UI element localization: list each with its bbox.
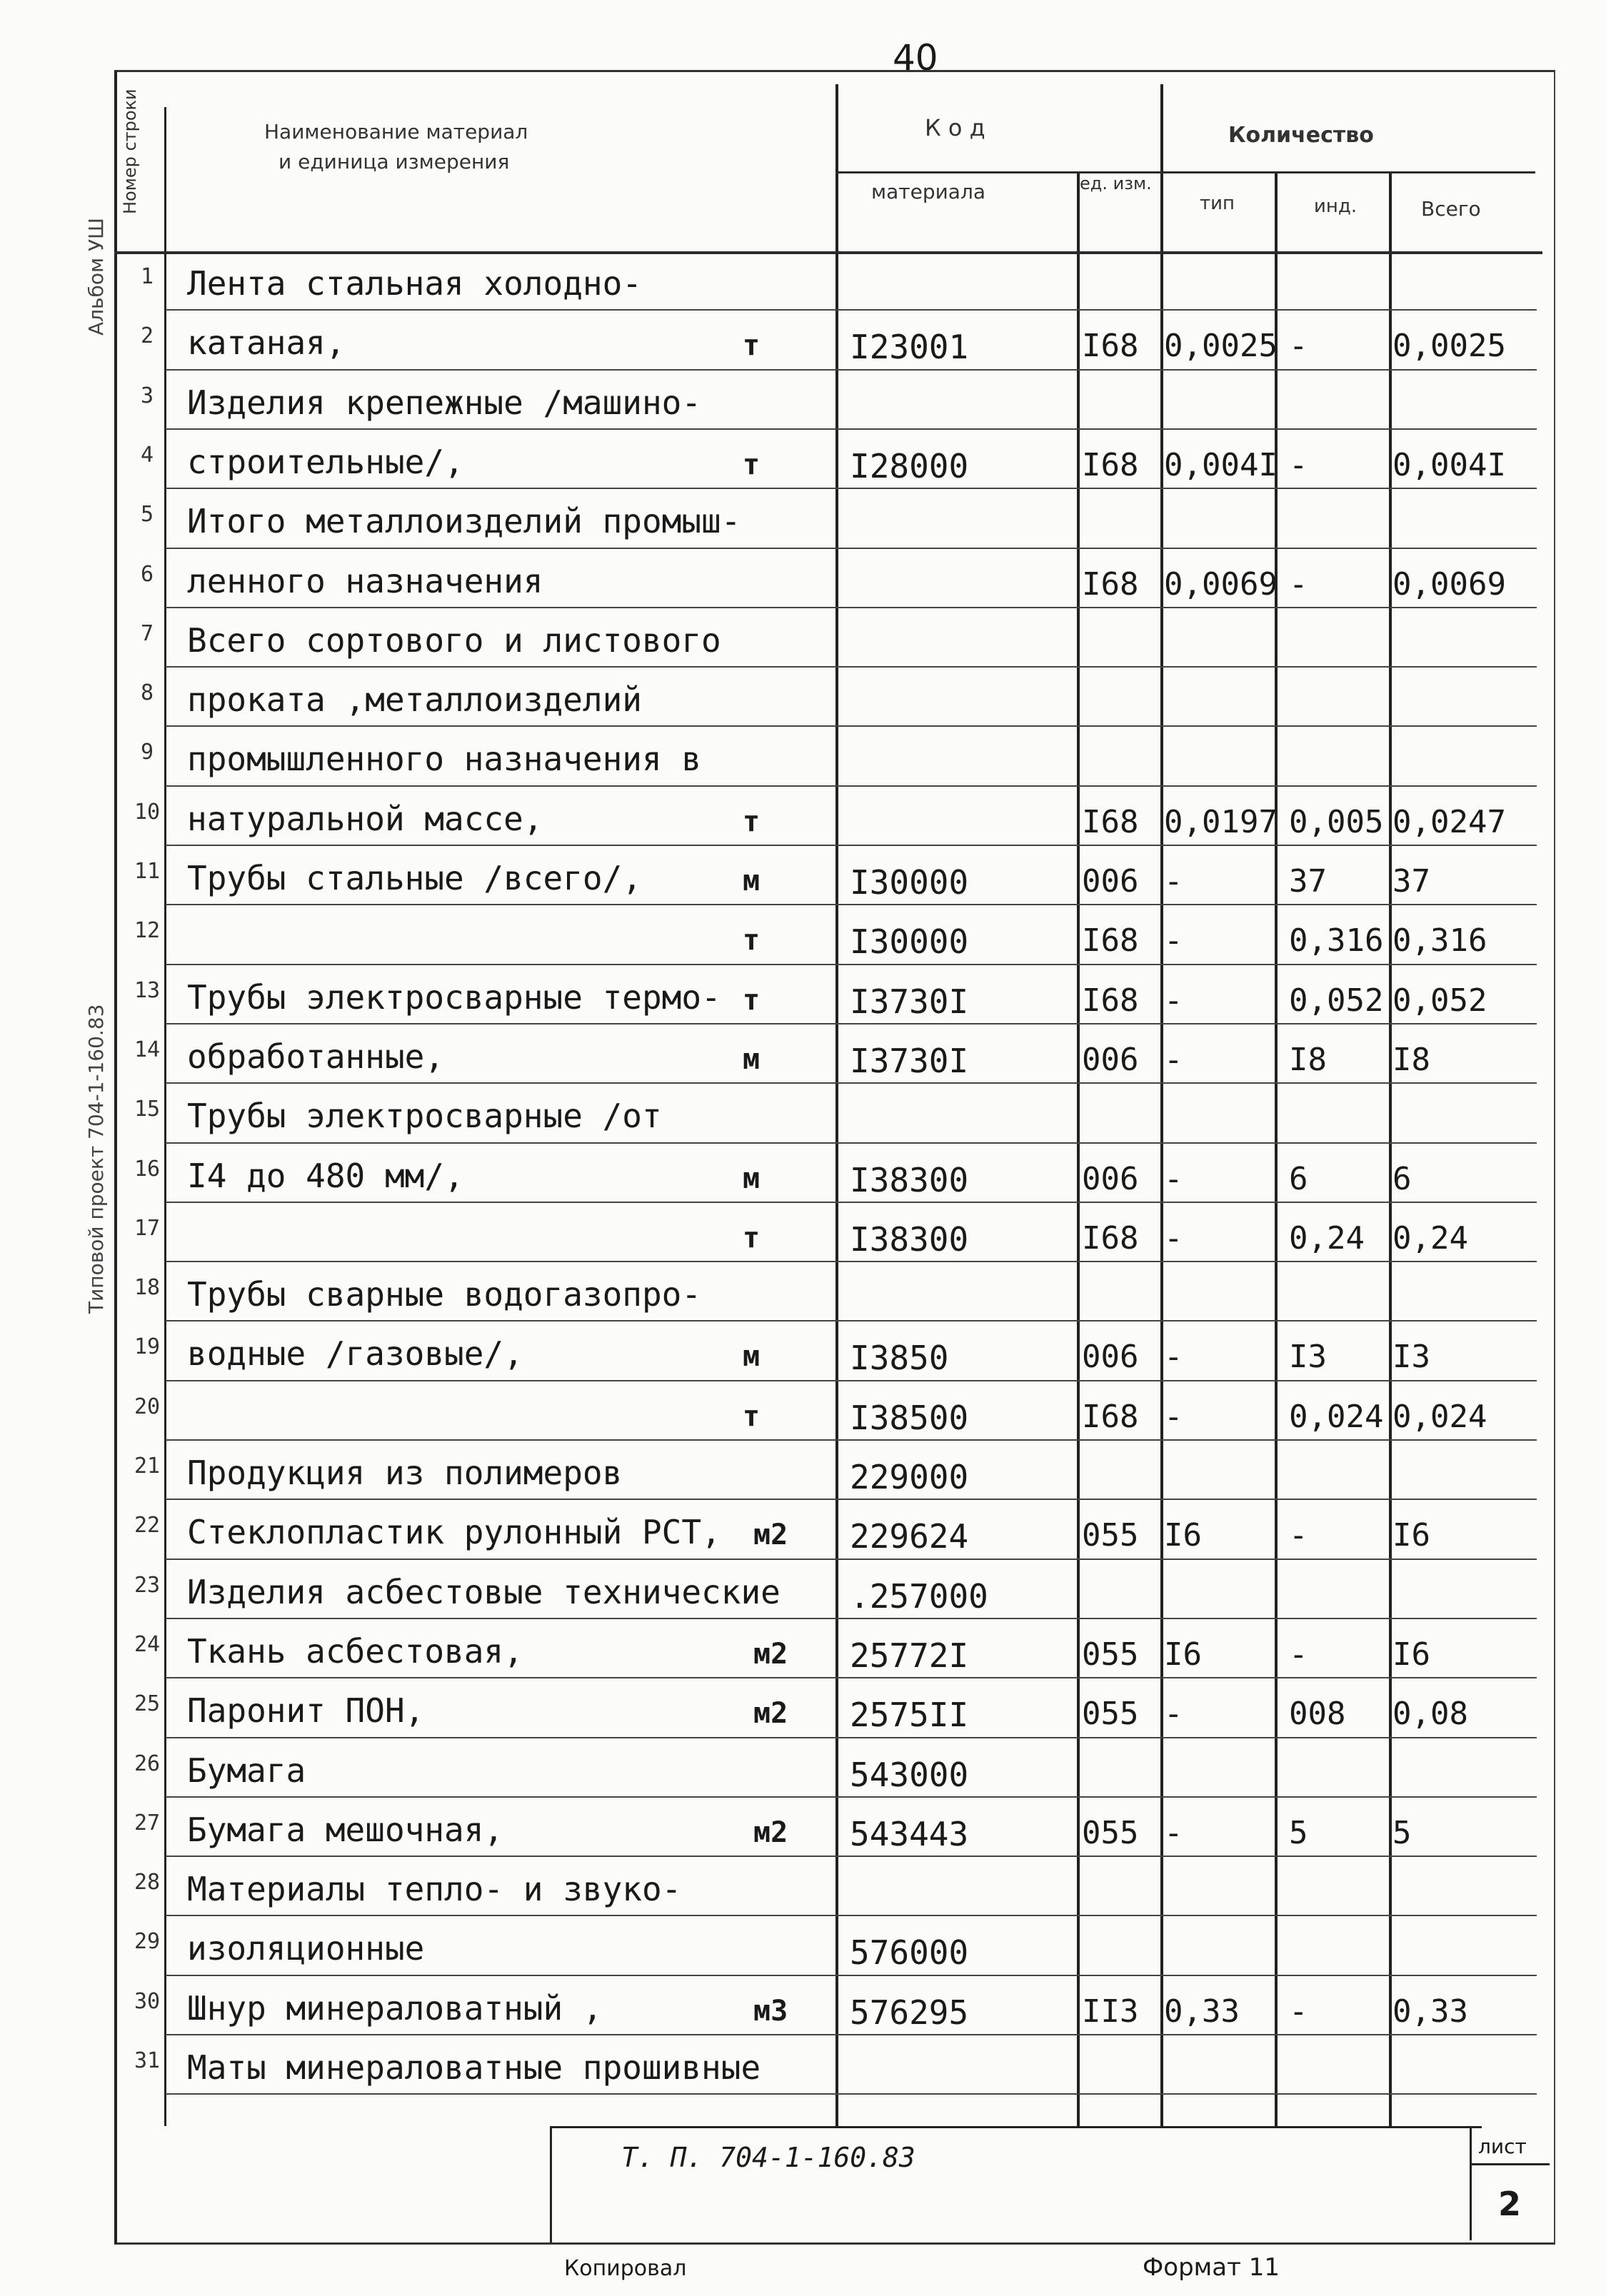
material-code: I30000 — [850, 922, 969, 962]
qty-total: 6 — [1392, 1160, 1412, 1197]
qty-ind: 0,316 — [1289, 922, 1384, 960]
material-code: I3850 — [850, 1339, 949, 1378]
material-name: Всего сортового и листового — [187, 620, 721, 660]
row-line — [166, 666, 1537, 668]
qty-tip: 0,33 — [1164, 1993, 1240, 2030]
material-name: обработанные, — [187, 1037, 445, 1076]
material-name: Маты минераловатные прошивные — [187, 2048, 761, 2087]
row-line — [166, 1023, 1537, 1024]
row-number: 18 — [134, 1275, 161, 1301]
material-code: I38300 — [850, 1160, 969, 1199]
row-number: 23 — [134, 1572, 161, 1598]
unit-measure-code: 055 — [1082, 1636, 1139, 1673]
row-line — [166, 1796, 1537, 1798]
page-number: 40 — [893, 37, 938, 79]
qty-tip: 0,0069 — [1164, 565, 1278, 603]
material-code: 229624 — [850, 1517, 969, 1556]
row-number: 7 — [140, 620, 154, 646]
row-number: 12 — [134, 918, 161, 944]
header-bottom-line — [114, 251, 1542, 254]
unit-label: м2 — [753, 1637, 788, 1671]
sheet-divider — [1470, 2163, 1550, 2165]
material-code: 543443 — [850, 1814, 969, 1853]
qty-ind: - — [1289, 1993, 1308, 2030]
row-line — [166, 1380, 1537, 1381]
unit-measure-code: I68 — [1082, 1219, 1139, 1257]
material-code: I3730I — [850, 982, 969, 1021]
material-name: Продукция из полимеров — [187, 1454, 623, 1492]
unit-measure-code: I68 — [1082, 922, 1139, 960]
unit-label: т — [743, 924, 761, 957]
side-label-album: Альбом УШ — [84, 218, 108, 336]
header-material: материала — [871, 180, 986, 203]
qty-total: 0,0069 — [1392, 565, 1506, 603]
unit-measure-code: 006 — [1082, 1041, 1139, 1078]
qty-ind: 0,24 — [1289, 1219, 1365, 1257]
col-divider-code — [835, 84, 838, 2126]
side-label-project: Типовой проект 704-1-160.83 — [84, 1004, 108, 1314]
row-line — [166, 1677, 1537, 1678]
unit-measure-code: 055 — [1082, 1517, 1139, 1554]
qty-tip: - — [1164, 1339, 1183, 1376]
row-line — [166, 548, 1537, 549]
row-number: 13 — [134, 977, 161, 1003]
row-number: 19 — [134, 1334, 161, 1360]
row-line — [166, 725, 1537, 727]
material-name: Трубы электросварные термо- — [187, 977, 721, 1017]
row-line — [166, 1261, 1537, 1262]
qty-tip: - — [1164, 982, 1183, 1019]
qty-total: 5 — [1392, 1814, 1412, 1851]
material-code: .257000 — [850, 1576, 988, 1616]
qty-tip: I6 — [1164, 1636, 1202, 1673]
row-number: 10 — [134, 799, 161, 825]
material-code: I3730I — [850, 1041, 969, 1080]
row-number: 20 — [134, 1394, 161, 1419]
qty-ind: I3 — [1289, 1339, 1327, 1376]
unit-measure-code: I68 — [1082, 982, 1139, 1019]
unit-label: м — [743, 1042, 761, 1076]
material-name: водные /газовые/, — [187, 1334, 523, 1374]
unit-label: м2 — [753, 1697, 788, 1731]
row-number: 2 — [140, 323, 154, 349]
qty-total: 0,0025 — [1392, 328, 1506, 365]
qty-ind: - — [1289, 1517, 1308, 1554]
unit-label: т — [743, 983, 761, 1017]
qty-total: 0,004I — [1392, 446, 1506, 483]
material-name: Трубы сварные водогазопро- — [187, 1275, 702, 1314]
unit-label: т — [743, 1221, 761, 1254]
qty-tip: - — [1164, 1398, 1183, 1435]
qty-ind: 37 — [1289, 863, 1327, 900]
material-name: Трубы электросварные /от — [187, 1097, 662, 1136]
row-number: 22 — [134, 1513, 161, 1539]
row-line — [166, 964, 1537, 965]
header-row-number: Номер строки — [120, 89, 140, 214]
row-number: 9 — [140, 740, 154, 765]
header-code: К о д — [925, 114, 985, 141]
row-line — [166, 1975, 1537, 1976]
sheet-number: 2 — [1498, 2185, 1522, 2223]
row-line — [166, 2093, 1537, 2095]
unit-label: т — [743, 448, 761, 481]
qty-tip: 0,0025 — [1164, 328, 1278, 365]
qty-tip: 0,0197 — [1164, 803, 1278, 840]
row-line — [166, 369, 1537, 371]
row-number: 3 — [140, 383, 154, 408]
material-name: строительные/, — [187, 442, 464, 481]
row-number: 16 — [134, 1156, 161, 1182]
row-line — [166, 1618, 1537, 1619]
row-number: 28 — [134, 1870, 161, 1895]
material-name: Ткань асбестовая, — [187, 1631, 523, 1671]
unit-label: т — [743, 329, 761, 363]
qty-tip: - — [1164, 1219, 1183, 1257]
material-code: 576295 — [850, 1993, 969, 2032]
qty-ind: I8 — [1289, 1041, 1327, 1078]
qty-total: I6 — [1392, 1636, 1430, 1673]
material-name: Изделия крепежные /машино- — [187, 383, 702, 422]
qty-total: 0,33 — [1392, 1993, 1468, 2030]
unit-label: м2 — [753, 1519, 788, 1552]
header-col-tip: тип — [1200, 193, 1235, 214]
qty-tip: - — [1164, 922, 1183, 960]
header-name-line2: и единица измерения — [278, 150, 510, 173]
unit-label: т — [743, 805, 761, 838]
unit-measure-code: 006 — [1082, 863, 1139, 900]
unit-label: т — [743, 1399, 761, 1433]
row-number: 17 — [134, 1215, 161, 1241]
title-block-doc: Т. П. 704-1-160.83 — [621, 2142, 915, 2173]
col-divider-total — [1389, 171, 1392, 2126]
qty-ind: - — [1289, 446, 1308, 483]
material-name: катаная, — [187, 323, 346, 363]
row-line — [166, 904, 1537, 905]
qty-total: 0,024 — [1392, 1398, 1487, 1435]
row-number: 26 — [134, 1751, 161, 1776]
row-line — [166, 1737, 1537, 1738]
material-name: I4 до 480 мм/, — [187, 1156, 464, 1195]
unit-measure-code: 055 — [1082, 1696, 1139, 1733]
qty-ind: 0,052 — [1289, 982, 1384, 1019]
qty-ind: 5 — [1289, 1814, 1308, 1851]
header-col-total: Всего — [1421, 197, 1481, 221]
qty-ind: - — [1289, 1636, 1308, 1673]
row-number: 8 — [140, 680, 154, 706]
unit-measure-code: 006 — [1082, 1339, 1139, 1376]
unit-label: м2 — [753, 1816, 788, 1849]
qty-tip: - — [1164, 1814, 1183, 1851]
qty-ind: - — [1289, 565, 1308, 603]
qty-tip: - — [1164, 1696, 1183, 1733]
qty-tip: 0,004I — [1164, 446, 1278, 483]
row-line — [166, 428, 1537, 430]
unit-label: м — [743, 1340, 761, 1374]
material-name: Шнур минераловатный , — [187, 1988, 603, 2028]
row-line — [166, 1559, 1537, 1560]
sheet-label: лист — [1478, 2135, 1527, 2158]
row-line — [166, 1439, 1537, 1441]
unit-measure-code: I68 — [1082, 446, 1139, 483]
material-code: I23001 — [850, 328, 969, 367]
qty-total: 37 — [1392, 863, 1430, 900]
unit-label: м — [743, 1162, 761, 1195]
col-divider-qty — [1160, 84, 1163, 2126]
qty-total: 0,24 — [1392, 1219, 1468, 1257]
material-code: 543000 — [850, 1755, 969, 1794]
material-code: 229000 — [850, 1458, 969, 1496]
header-name-line1: Наименование материал — [264, 120, 528, 144]
row-line — [166, 1915, 1537, 1916]
row-line — [166, 1082, 1537, 1084]
material-name: Бумага — [187, 1751, 306, 1790]
row-number: 1 — [140, 264, 154, 289]
material-name: Стеклопластик рулонный РСТ, — [187, 1513, 721, 1552]
material-code: 2575II — [850, 1696, 969, 1735]
row-number: 24 — [134, 1631, 161, 1657]
col-divider-um — [1077, 171, 1080, 2126]
qty-total: I8 — [1392, 1041, 1430, 1078]
material-name: Паронит ПОН, — [187, 1691, 425, 1731]
footer-copied: Копировал — [564, 2256, 687, 2281]
unit-measure-code: 006 — [1082, 1160, 1139, 1197]
header-unit-measure: ед. изм. — [1080, 173, 1152, 193]
material-name: Изделия асбестовые технические — [187, 1572, 781, 1611]
material-name: изоляционные — [187, 1929, 425, 1968]
material-name: ленного назначения — [187, 561, 543, 600]
header-mid-line — [835, 171, 1535, 173]
material-name: Материалы тепло- и звуко- — [187, 1870, 682, 1909]
material-name: Трубы стальные /всего/, — [187, 859, 642, 897]
unit-measure-code: I68 — [1082, 803, 1139, 840]
header-col-ind: инд. — [1314, 196, 1357, 217]
unit-measure-code: I68 — [1082, 1398, 1139, 1435]
qty-tip: I6 — [1164, 1517, 1202, 1554]
unit-measure-code: I68 — [1082, 565, 1139, 603]
qty-ind: - — [1289, 328, 1308, 365]
material-code: I30000 — [850, 863, 969, 902]
header-quantity: Количество — [1228, 123, 1374, 148]
material-name: промышленного назначения в — [187, 740, 702, 779]
qty-tip: - — [1164, 1160, 1183, 1197]
material-name: Бумага мешочная, — [187, 1810, 504, 1849]
row-line — [166, 1856, 1537, 1857]
row-line — [166, 488, 1537, 489]
row-line — [166, 2034, 1537, 2035]
material-name: проката ,металлоизделий — [187, 680, 642, 720]
qty-total: 0,0247 — [1392, 803, 1506, 840]
material-code: 576000 — [850, 1933, 969, 1973]
qty-ind: 008 — [1289, 1696, 1346, 1733]
qty-tip: - — [1164, 1041, 1183, 1078]
row-line — [166, 1202, 1537, 1203]
qty-total: 0,052 — [1392, 982, 1487, 1019]
qty-total: I6 — [1392, 1517, 1430, 1554]
qty-ind: 6 — [1289, 1160, 1308, 1197]
row-line — [166, 845, 1537, 846]
row-line — [166, 1499, 1537, 1500]
row-number: 27 — [134, 1810, 161, 1836]
row-line — [166, 607, 1537, 608]
material-code: I38500 — [850, 1398, 969, 1437]
row-number: 30 — [134, 1988, 161, 2014]
qty-total: 0,08 — [1392, 1696, 1468, 1733]
unit-label: м3 — [753, 1994, 788, 2028]
qty-ind: 0,024 — [1289, 1398, 1384, 1435]
row-line — [166, 1320, 1537, 1321]
row-number: 15 — [134, 1097, 161, 1122]
footer-format: Формат 11 — [1143, 2253, 1280, 2282]
row-number: 6 — [140, 561, 154, 587]
material-name: натуральной массе, — [187, 799, 543, 838]
row-line — [166, 309, 1537, 311]
qty-total: I3 — [1392, 1339, 1430, 1376]
material-name: Итого металлоизделий промыш- — [187, 502, 741, 541]
material-code: I38300 — [850, 1219, 969, 1259]
qty-tip: - — [1164, 863, 1183, 900]
row-number: 14 — [134, 1037, 161, 1062]
row-number: 31 — [134, 2048, 161, 2073]
unit-label: м — [743, 865, 761, 897]
row-number: 29 — [134, 1929, 161, 1955]
material-code: I28000 — [850, 446, 969, 485]
qty-total: 0,316 — [1392, 922, 1487, 960]
material-name: Лента стальная холодно- — [187, 264, 642, 303]
material-code: 25772I — [850, 1636, 969, 1675]
row-number: 25 — [134, 1691, 161, 1717]
row-number: 5 — [140, 502, 154, 528]
unit-measure-code: II3 — [1082, 1993, 1139, 2030]
row-number: 4 — [140, 442, 154, 468]
row-number: 21 — [134, 1454, 161, 1479]
row-number: 11 — [134, 859, 161, 884]
qty-ind: 0,005 — [1289, 803, 1384, 840]
unit-measure-code: 055 — [1082, 1814, 1139, 1851]
unit-measure-code: I68 — [1082, 328, 1139, 365]
row-line — [166, 1142, 1537, 1144]
row-line — [166, 785, 1537, 787]
